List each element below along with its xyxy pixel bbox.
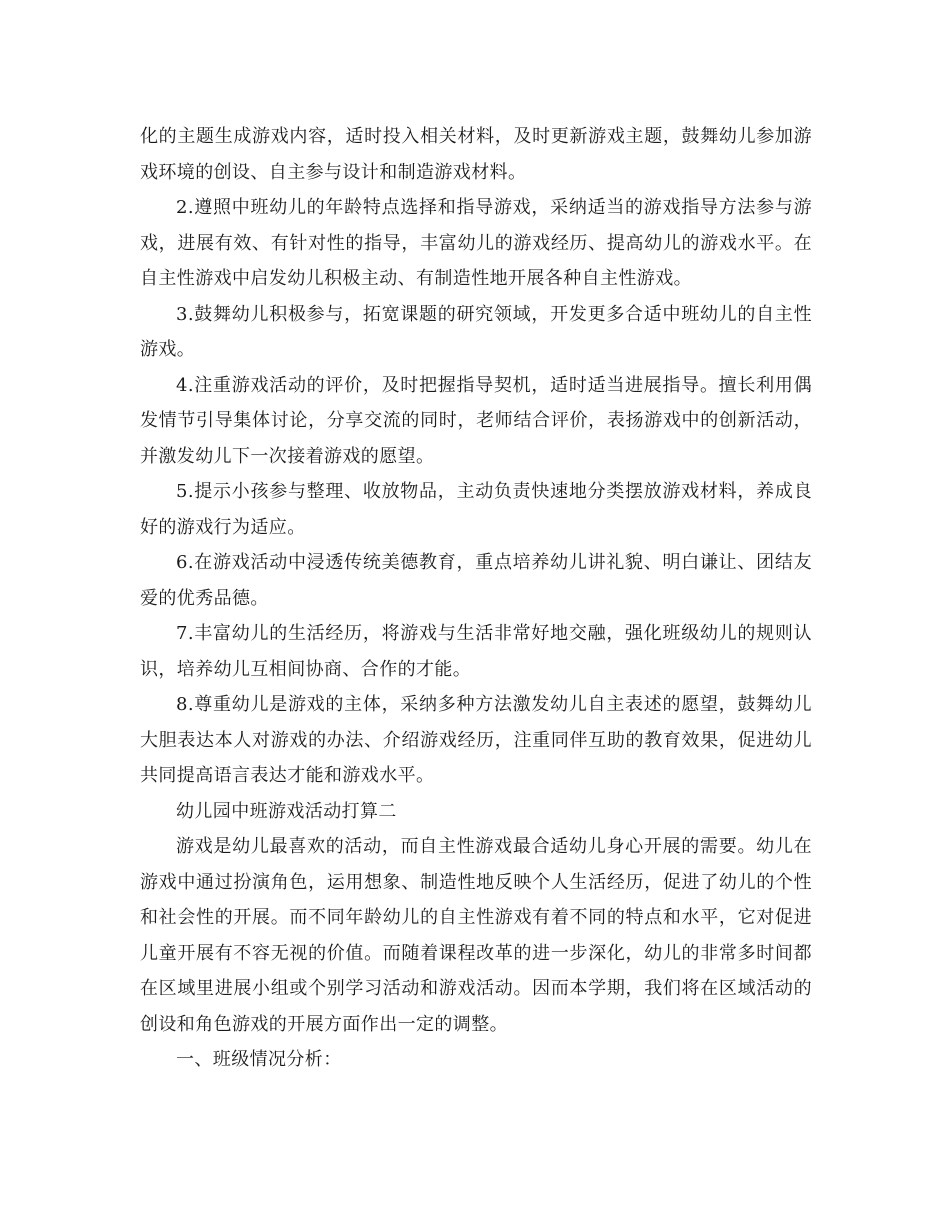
paragraph-item-3: 3.鼓舞幼儿积极参与，拓宽课题的研究领域，开发更多合适中班幼儿的自主性游戏。 [140, 303, 812, 360]
document-body [140, 119, 812, 1078]
paragraph-item-4: 4.注重游戏活动的评价，及时把握指导契机，适时适当进展指导。擅长利用偶发情节引导集体讨论，分享交流的同时，老师结合评价，表扬游戏中的创新活动，并激发幼儿下一次接着游戏的愿望。 [140, 374, 812, 467]
subsection-heading: 一、班级情况分析： [176, 1049, 342, 1070]
paragraph-item-6: 6.在游戏活动中浸透传统美德教育，重点培养幼儿讲礼貌、明白谦让、团结友爱的优秀品德。 [140, 552, 812, 609]
paragraph-continuation: 化的主题生成游戏内容，适时投入相关材料，及时更新游戏主题，鼓舞幼儿参加游戏环境的创设、自主参与设计和制造游戏材料。 [140, 126, 812, 183]
paragraph-intro: 游戏是幼儿最喜欢的活动，而自主性游戏最合适幼儿身心开展的需要。幼儿在游戏中通过扮演角色，运用想象、制造性地反映个人生活经历，促进了幼儿的个性和社会性的开展。而不同年龄幼儿的自主性游戏有着不同的特点和水平，它对促进儿童开展有不容无视的价值。而随着课程改革的进一步深化，幼儿的非常多时间都在区域里进展小组或个别学习活动和游戏活动。因而本学期，我们将在区域活动的创设和角色游戏的开展方面作出一定的调整。 [140, 836, 812, 1035]
paragraph-item-2: 2.遵照中班幼儿的年龄特点选择和指导游戏，采纳适当的游戏指导方法参与游戏，进展有效、有针对性的指导，丰富幼儿的游戏经历、提高幼儿的游戏水平。在自主性游戏中启发幼儿积极主动、有制造性地开展各种自主性游戏。 [140, 197, 812, 289]
paragraph-item-7: 7.丰富幼儿的生活经历，将游戏与生活非常好地交融，强化班级幼儿的规则认识，培养幼儿互相间协商、合作的才能。 [140, 623, 812, 680]
paragraph-item-8: 8.尊重幼儿是游戏的主体，采纳多种方法激发幼儿自主表述的愿望，鼓舞幼儿大胆表达本人对游戏的办法、介绍游戏经历，注重同伴互助的教育效果，促进幼儿共同提高语言表达才能和游戏水平。 [140, 694, 812, 786]
paragraph-item-5: 5.提示小孩参与整理、收放物品，主动负责快速地分类摆放游戏材料，养成良好的游戏行为适应。 [140, 481, 812, 538]
section-title: 幼儿园中班游戏活动打算二 [176, 800, 397, 822]
